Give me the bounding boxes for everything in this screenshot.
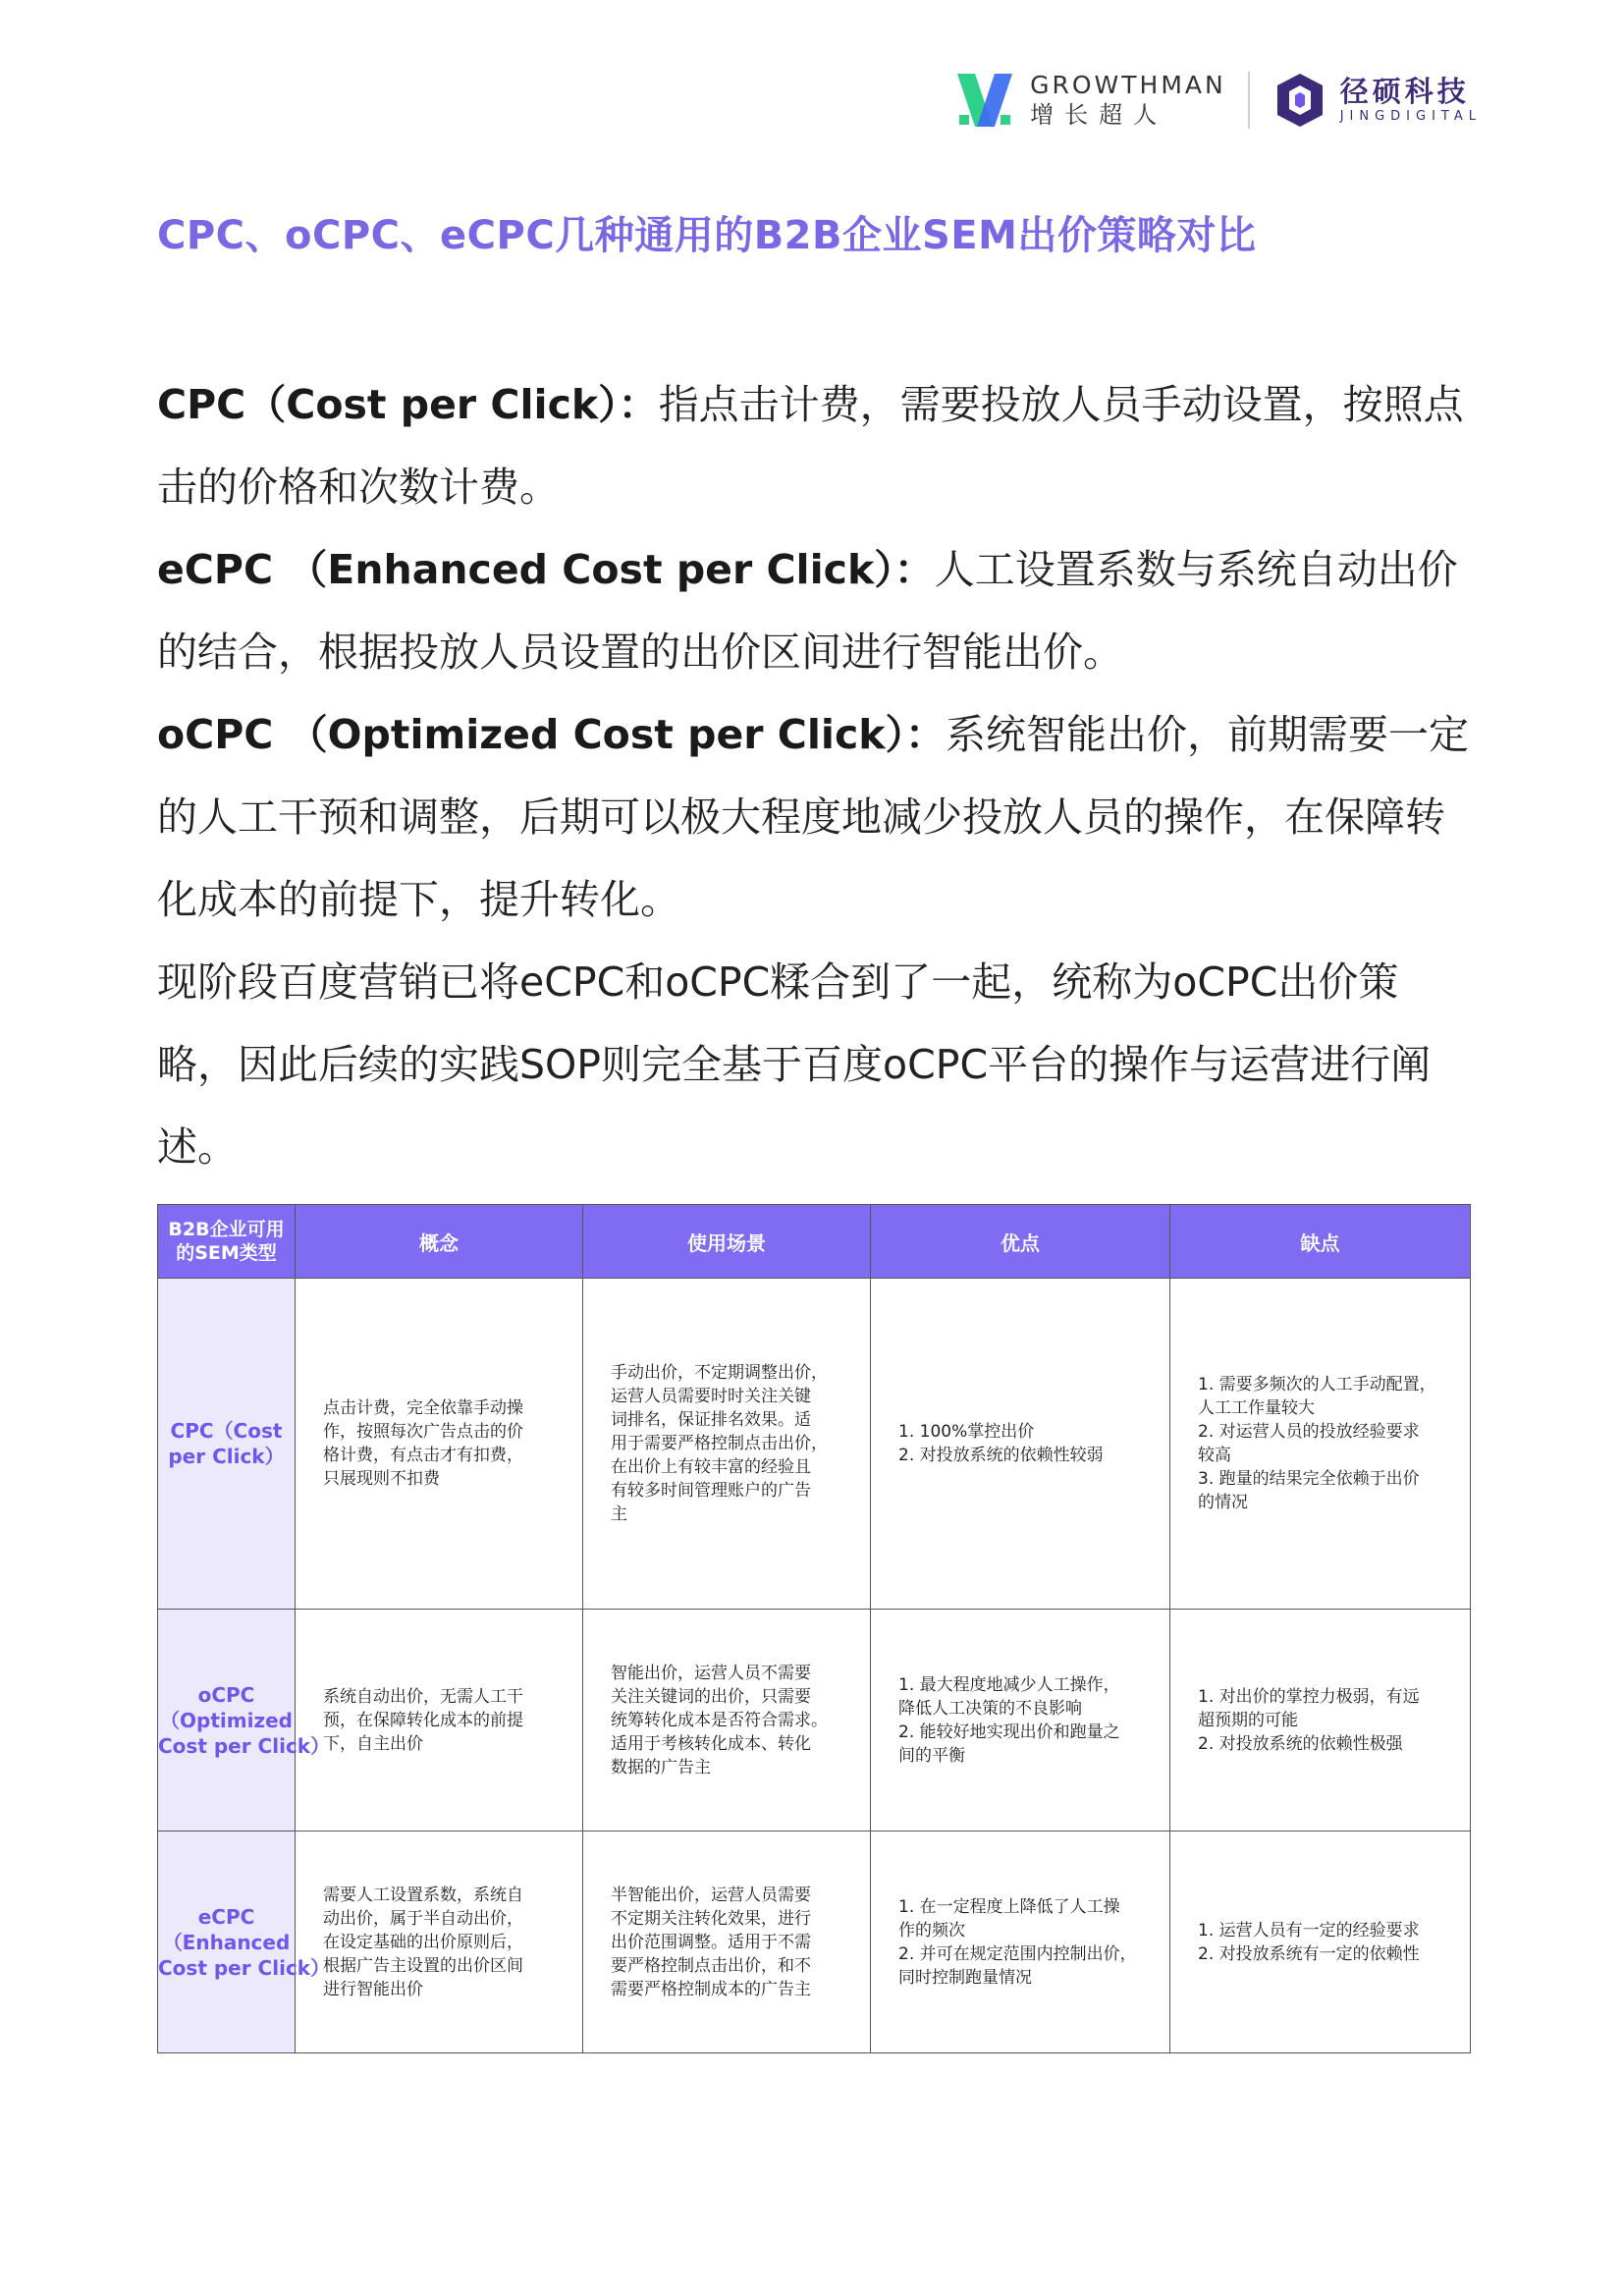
table-header-row	[158, 1205, 1471, 1279]
header-type	[158, 1205, 296, 1279]
table-row	[158, 1279, 1471, 1610]
row-type-line: Cost per Click）	[158, 1733, 331, 1758]
cell-line: 同时控制跑量情况	[898, 1967, 1032, 1988]
cell-line: 作的频次	[898, 1920, 965, 1941]
cell-scenario	[583, 1279, 871, 1610]
cell-line: 下，自主出价	[323, 1733, 423, 1754]
cell-line: 超预期的可能	[1198, 1710, 1298, 1730]
cell-line: 智能出价，运营人员不需要	[611, 1663, 811, 1683]
cell-line: 在出价上有较丰富的经验且	[611, 1457, 811, 1477]
table-row	[158, 1610, 1471, 1831]
cell-line: 的情况	[1198, 1493, 1248, 1512]
row-type-line: （Optimized	[160, 1708, 293, 1732]
cell-line: 适用于考核转化成本、转化	[611, 1733, 811, 1754]
table-row	[158, 1831, 1471, 2053]
cell-line: 根据广告主设置的出价区间	[323, 1955, 523, 1976]
definition-ecpc: 人工设置系数与系统自动出价的结合，根据投放人员设置的出价区间进行智能出价。	[157, 546, 1458, 676]
cell-line: 半智能出价，运营人员需要	[611, 1885, 811, 1905]
cell-line: 需要人工设置系数，系统自	[323, 1885, 523, 1905]
row-type-line: （Enhanced	[162, 1930, 291, 1954]
summary-text: 现阶段百度营销已将eCPC和oCPC糅合到了一起，统称为oCPC出价策略，因此后续的实践SOP则完全基于百度oCPC平台的操作与运营进行阐述。	[157, 958, 1432, 1171]
growthman-cn-name: 增长超人	[1030, 101, 1168, 129]
growthman-logo-icon	[953, 70, 1016, 131]
row-type-line: eCPC	[197, 1904, 255, 1929]
header-logos	[953, 65, 1482, 136]
page-title: CPC、oCPC、eCPC几种通用的B2B企业SEM出价策略对比	[157, 213, 1257, 258]
cell-line: 在设定基础的出价原则后，	[323, 1932, 523, 1952]
cell-line: 2. 能较好地实现出价和跑量之	[898, 1722, 1120, 1742]
cell-line: 运营人员需要时时关注关键	[611, 1387, 811, 1406]
paragraph-summary	[157, 941, 1473, 1188]
header-cons: 缺点	[1170, 1205, 1471, 1279]
row-type-line: Cost per Click）	[158, 1955, 331, 1980]
logo-divider	[1248, 72, 1250, 129]
paragraph-ocpc	[157, 693, 1473, 941]
cell-line: 预，在保障转化成本的前提	[323, 1710, 523, 1730]
cell-line: 统筹转化成本是否符合需求。	[611, 1710, 828, 1730]
jingdigital-logo-icon	[1273, 72, 1326, 129]
cell-line: 2. 对投放系统的依赖性较弱	[898, 1446, 1104, 1465]
cell-line: 2. 对投放系统的依赖性极强	[1198, 1733, 1403, 1754]
cell-line: 点击计费，完全依靠手动操	[323, 1398, 523, 1418]
cell-line: 1. 最大程度地减少人工操作，	[898, 1674, 1120, 1695]
cell-line: 用于需要严格控制点击出价，	[611, 1434, 828, 1453]
cell-line: 格计费，有点击才有扣费，	[323, 1446, 523, 1465]
cell-line: 数据的广告主	[611, 1757, 711, 1777]
growthman-logo	[953, 70, 1226, 131]
cell-line: 进行智能出价	[323, 1979, 423, 1999]
cell-cons	[1170, 1610, 1471, 1831]
cell-line: 不定期关注转化效果，进行	[611, 1908, 811, 1929]
cell-line: 人工工作量较大	[1198, 1398, 1315, 1418]
definition-cpc: 指点击计费，需要投放人员手动设置，按照点击的价格和次数计费。	[157, 381, 1464, 511]
cell-line: 要严格控制点击出价，和不	[611, 1955, 811, 1976]
cell-line: 主	[611, 1504, 627, 1524]
cell-line: 降低人工决策的不良影响	[898, 1698, 1082, 1719]
cell-line: 作，按照每次广告点击的价	[323, 1422, 523, 1442]
cell-pros	[871, 1279, 1170, 1610]
paragraph-ecpc	[157, 528, 1473, 693]
body-text	[157, 363, 1473, 1188]
cell-concept	[296, 1831, 583, 2053]
definition-ocpc: 系统智能出价，前期需要一定的人工干预和调整，后期可以极大程度地减少投放人员的操作，在保障转化成本的前提下，提升转化。	[157, 711, 1470, 923]
jingdigital-cn-name: 径硕科技	[1339, 75, 1470, 108]
cell-line: 间的平衡	[898, 1745, 965, 1766]
term-ecpc: eCPC （Enhanced Cost per Click）：	[157, 546, 935, 593]
cell-line: 1. 对出价的掌控力极弱，有远	[1198, 1686, 1420, 1707]
header-concept: 概念	[296, 1205, 583, 1279]
row-type-cell	[158, 1279, 296, 1610]
cell-scenario	[583, 1831, 871, 2053]
header-type-line: 的SEM类型	[176, 1242, 277, 1264]
cell-line: 3. 跑量的结果完全依赖于出价	[1198, 1469, 1420, 1489]
cell-line: 有较多时间管理账户的广告	[611, 1481, 811, 1501]
row-type-cell	[158, 1610, 331, 1831]
row-type-line: CPC（Cost	[170, 1419, 283, 1443]
term-cpc: CPC（Cost per Click）：	[157, 381, 659, 428]
cell-line: 关注关键词的出价，只需要	[611, 1686, 811, 1707]
cell-concept	[296, 1279, 583, 1610]
growthman-name: GROWTHMAN	[1030, 71, 1226, 99]
header-pros: 优点	[871, 1205, 1170, 1279]
paragraph-cpc	[157, 363, 1473, 528]
cell-scenario	[583, 1610, 871, 1831]
cell-cons	[1170, 1831, 1471, 2053]
cell-line: 只展现则不扣费	[323, 1469, 440, 1489]
cell-line: 2. 并可在规定范围内控制出价，	[898, 1943, 1137, 1964]
cell-line: 词排名，保证排名效果。适	[611, 1410, 811, 1430]
header-scenario: 使用场景	[583, 1205, 871, 1279]
cell-pros	[871, 1831, 1170, 2053]
cell-line: 手动出价，不定期调整出价，	[611, 1363, 828, 1383]
cell-line: 2. 对投放系统有一定的依赖性	[1198, 1943, 1420, 1964]
cell-line: 1. 100%掌控出价	[898, 1422, 1035, 1442]
comparison-table	[157, 1204, 1471, 2053]
header-type-line: B2B企业可用	[168, 1219, 285, 1240]
cell-line: 动出价，属于半自动出价，	[323, 1908, 523, 1929]
cell-line: 出价范围调整。适用于不需	[611, 1932, 811, 1952]
term-ocpc: oCPC （Optimized Cost per Click）：	[157, 711, 947, 758]
cell-concept	[296, 1610, 583, 1831]
row-type-line: per Click）	[168, 1445, 285, 1468]
cell-line: 1. 在一定程度上降低了人工操	[898, 1896, 1120, 1917]
jingdigital-logo	[1273, 72, 1482, 129]
row-type-line: oCPC	[197, 1682, 255, 1707]
cell-line: 系统自动出价，无需人工干	[323, 1686, 523, 1707]
cell-line: 2. 对运营人员的投放经验要求	[1198, 1422, 1420, 1442]
cell-line: 较高	[1198, 1446, 1231, 1465]
cell-line: 1. 运营人员有一定的经验要求	[1198, 1920, 1420, 1941]
cell-line: 需要严格控制成本的广告主	[611, 1979, 811, 1999]
row-type-cell	[158, 1831, 331, 2053]
cell-line: 1. 需要多频次的人工手动配置，	[1198, 1375, 1436, 1394]
cell-pros	[871, 1610, 1170, 1831]
cell-cons	[1170, 1279, 1471, 1610]
jingdigital-en-name: JINGDIGITAL	[1339, 109, 1482, 124]
